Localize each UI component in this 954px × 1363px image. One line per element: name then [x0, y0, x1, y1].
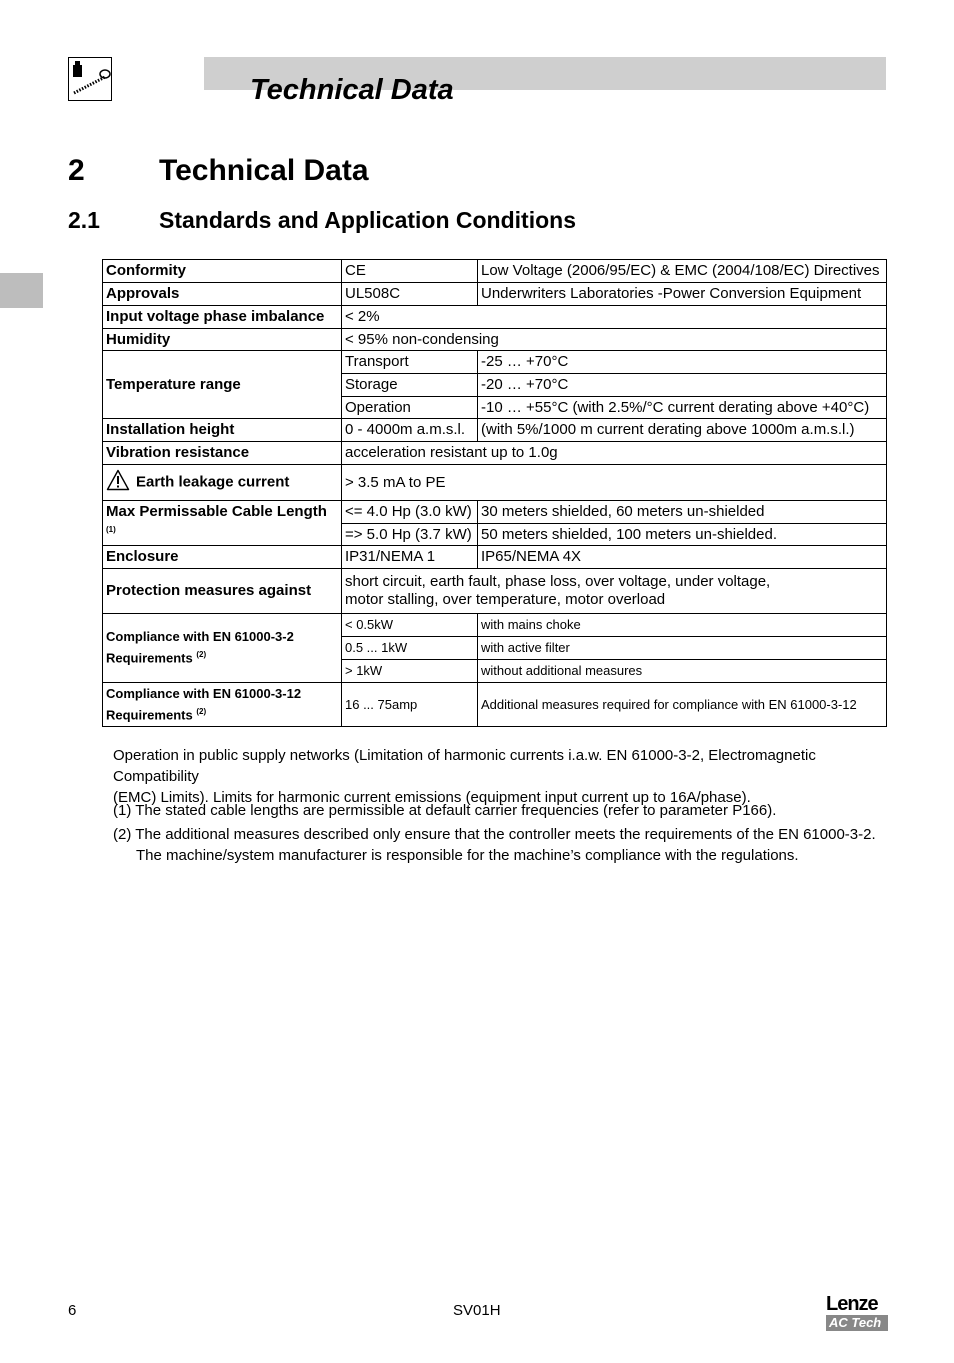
footnote-2: [113, 824, 876, 866]
protection-line: short circuit, earth fault, phase loss, over voltage, under voltage,: [345, 573, 771, 590]
row-label: Temperature range: [103, 351, 342, 419]
warning-icon: [106, 469, 130, 496]
cell: acceleration resistant up to 1.0g: [342, 442, 887, 465]
requirements-label: Requirements: [106, 650, 193, 666]
row-label: Installation height: [103, 419, 342, 442]
cell: -20 … +70°C: [478, 374, 887, 397]
protection-line: motor stalling, over temperature, motor overload: [345, 591, 666, 608]
table-row: [103, 546, 887, 569]
cell: CE: [342, 260, 478, 283]
cell: > 1kW: [342, 660, 478, 683]
table-row: [103, 501, 887, 524]
table-row: [103, 329, 887, 351]
cell: < 0.5kW: [342, 614, 478, 637]
row-label: Vibration resistance: [103, 442, 342, 465]
subsection-number: 2.1: [68, 207, 100, 233]
table-row: [103, 260, 887, 283]
logo-bottom-text: AC Tech: [826, 1315, 888, 1331]
cell: Underwriters Laboratories -Power Conversion Equipment: [478, 283, 887, 306]
note-line: The machine/system manufacturer is responsible for the machine’s compliance with the regulations.: [136, 847, 799, 864]
cell: IP31/NEMA 1: [342, 546, 478, 569]
cell: => 5.0 Hp (3.7 kW): [342, 524, 478, 546]
cable-length-label: Max Permissable Cable Length: [106, 503, 327, 520]
compliance-label: Compliance with EN 61000-3-2: [106, 629, 294, 645]
row-label: Conformity: [103, 260, 342, 283]
row-label: [103, 465, 342, 501]
cell: > 3.5 mA to PE: [342, 465, 887, 501]
table-row: [103, 419, 887, 442]
note-line: (EMC) Limits). Limits for harmonic current emissions (equipment input current up to 16A/phase).: [113, 789, 751, 806]
header-title: Technical Data: [250, 74, 454, 106]
cell: 0 - 4000m a.m.s.l.: [342, 419, 478, 442]
compliance-label: Compliance with EN 61000-3-12: [106, 685, 302, 701]
earth-leakage-label: Earth leakage current: [136, 473, 290, 491]
table-row: [103, 569, 887, 614]
cell: Operation: [342, 397, 478, 419]
cell: with active filter: [478, 637, 887, 660]
subsection-title: Standards and Application Conditions: [159, 207, 576, 233]
cell: 30 meters shielded, 60 meters un-shielded: [478, 501, 887, 524]
cell: Additional measures required for compliance with EN 61000-3-12: [478, 683, 887, 727]
cell: 16 ... 75amp: [342, 683, 478, 727]
document-code: SV01H: [453, 1302, 501, 1319]
cell: IP65/NEMA 4X: [478, 546, 887, 569]
table-row: [103, 442, 887, 465]
row-label: Approvals: [103, 283, 342, 306]
public-supply-note: [113, 745, 893, 808]
table-row: [103, 351, 887, 374]
note-line: (2) The additional measures described only ensure that the controller meets the requirements of the EN 61000-3-2.: [113, 826, 876, 843]
footnote-1: (1) The stated cable lengths are permissible at default carrier frequencies (refer to parameter P166).: [113, 802, 777, 819]
cell: -10 … +55°C (with 2.5%/°C current derating above +40°C): [478, 397, 887, 419]
cell: Transport: [342, 351, 478, 374]
row-label: [103, 614, 342, 683]
side-tab-marker: [0, 273, 43, 308]
requirements-label: Requirements: [106, 707, 193, 723]
row-label: [103, 501, 342, 546]
cell: [342, 569, 887, 614]
note-line: Operation in public supply networks (Limitation of harmonic currents i.a.w. EN 61000-3-2, Electromagnetic Compatibility: [113, 747, 816, 785]
table-row: [103, 683, 887, 727]
cell: < 95% non-condensing: [342, 329, 887, 351]
cell: 0.5 ... 1kW: [342, 637, 478, 660]
section-number: 2: [68, 154, 85, 187]
section-title: Technical Data: [159, 154, 369, 187]
row-label: Enclosure: [103, 546, 342, 569]
row-label: [103, 683, 342, 727]
technical-data-icon: [68, 57, 112, 101]
footnote-ref: (1): [106, 525, 116, 534]
footnote-ref: (2): [196, 650, 207, 660]
cell: with mains choke: [478, 614, 887, 637]
table-row: [103, 306, 887, 329]
cell: without additional measures: [478, 660, 887, 683]
row-label: Input voltage phase imbalance: [103, 306, 342, 329]
cell: Low Voltage (2006/95/EC) & EMC (2004/108/EC) Directives: [478, 260, 887, 283]
cell: (with 5%/1000 m current derating above 1000m a.m.s.l.): [478, 419, 887, 442]
table-row: [103, 614, 887, 637]
lenze-ac-tech-logo: [826, 1294, 888, 1331]
row-label: Protection measures against: [103, 569, 342, 614]
cell: 50 meters shielded, 100 meters un-shielded.: [478, 524, 887, 546]
cell: <= 4.0 Hp (3.0 kW): [342, 501, 478, 524]
cell: -25 … +70°C: [478, 351, 887, 374]
cell: Storage: [342, 374, 478, 397]
row-label: Humidity: [103, 329, 342, 351]
table-row: [103, 283, 887, 306]
cell: < 2%: [342, 306, 887, 329]
table-row: [103, 465, 887, 501]
cell: UL508C: [342, 283, 478, 306]
logo-top-text: Lenze: [826, 1293, 878, 1315]
specifications-table: [102, 259, 887, 727]
footnote-ref: (2): [196, 706, 207, 716]
page-number: 6: [68, 1302, 77, 1319]
